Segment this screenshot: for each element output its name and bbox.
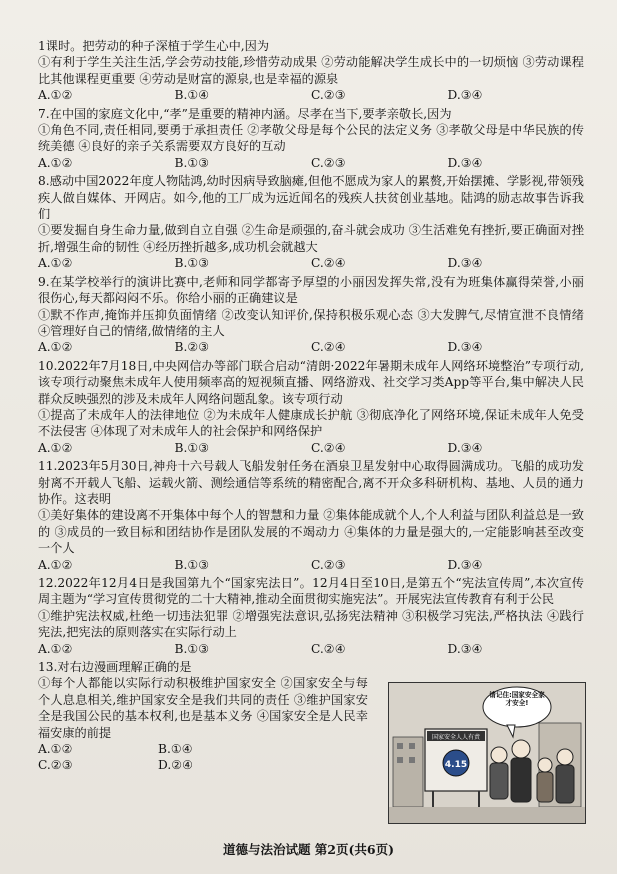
question-13-text — [38, 659, 368, 774]
question-statements: ①维护宪法权威,杜绝一切违法犯罪 ②增强宪法意识,弘扬宪法精神 ③积极学习宪法,严格执法 ④践行宪法,把宪法的原则落实在实际行动上 — [38, 608, 584, 640]
options-row — [38, 339, 584, 355]
question-statements: ①提高了未成年人的法律地位 ②为未成年人健康成长护航 ③彻底净化了网络环境,保证未成年人免受不法侵害 ④体现了对未成年人的社会保护和网络保护 — [38, 407, 584, 439]
question-statements: ①角色不同,责任相同,要勇于承担责任 ②孝敬父母是每个公民的法定义务 ③孝敬父母是中华民族的传统美德 ④良好的亲子关系需要双方良好的互动 — [38, 123, 584, 154]
question-7 — [38, 106, 584, 172]
question-stem: 7.在中国的家庭文化中,“孝”是重要的精神内涵。尽孝在当下,要孝亲敬长,因为 — [38, 106, 452, 121]
question-stem: 10.2022年7月18日,中央网信办等部门联合启动“清朗·2022年暑期未成年人网络环境整治”专项行动,该专项行动聚焦未成年人使用频率高的短视频直播、网络游戏、社交学习类App等平台,集中解决人民群众反映强烈的涉及未成年人网络问题乱象。该专项行动 — [38, 358, 584, 406]
question-statements: ①要发掘自身生命力量,做到自立自强 ②生命是顽强的,奋斗就会成功 ③生活难免有挫折,要正确面对挫折,增强生命的韧性 ④经历挫折越多,成功机会就越大 — [38, 223, 584, 254]
question-11 — [38, 458, 584, 573]
question-stem: 9.在某学校举行的演讲比赛中,老师和同学都寄予厚望的小丽因发挥失常,没有为班集体赢得荣誉,小丽很伤心,每天都闷闷不乐。你给小丽的正确建议是 — [38, 274, 584, 306]
question-stem: 12.2022年12月4日是我国第九个“国家宪法日”。12月4日至10日,是第五个“宪法宣传周”,本次宣传周主题为“学习宣传贯彻党的二十大精神,推动全面贯彻实施宪法”。开展宪法宣传教育有利于公民 — [38, 576, 584, 607]
question-stem: 11.2023年5月30日,神舟十六号载人飞船发射任务在酒泉卫星发射中心取得圆满成功。飞船的成功发射离不开载人飞船、运载火箭、测绘通信等系统的精密配合,离不开众多科研机构、基地、人员的通力协作。这表明 — [38, 459, 584, 506]
option-d: D.③④ — [447, 641, 483, 656]
option-b: B.②③ — [174, 340, 210, 355]
option-d: D.③④ — [447, 440, 483, 455]
option-c: C.②③ — [311, 88, 346, 103]
option-c: C.②③ — [311, 557, 346, 572]
option-b: B.①③ — [174, 440, 210, 455]
page-footer: 道德与法治试题 第2页(共6页) — [222, 842, 395, 857]
option-b: B.①③ — [174, 641, 210, 656]
option-a: A.①② — [38, 440, 73, 455]
question-statements: ①美好集体的建设离不开集体中每个人的智慧和力量 ②集体能成就个人,个人利益与团队利益总是一致的 ③成员的一致目标和团结协作是团队发展的不竭动力 ④集体的力量是强大的,一定能影响甚至改变一个人 — [38, 508, 584, 556]
option-d: D.③④ — [447, 557, 483, 572]
options-row — [38, 155, 584, 171]
option-a: A.①② — [38, 88, 73, 103]
option-c: C.②④ — [311, 340, 346, 355]
options-row — [38, 557, 584, 573]
speech-bubble-text: 请记住:国家安全家才安全! — [489, 691, 545, 707]
option-a: A.①② — [38, 557, 73, 572]
option-a: A.①② — [38, 155, 73, 170]
options-row — [38, 87, 584, 103]
option-b: B.①④ — [174, 88, 210, 103]
option-d: D.③④ — [447, 256, 483, 271]
question-stem: 1课时。把劳动的种子深植于学生心中,因为 — [38, 39, 270, 53]
option-a: A.①② — [38, 340, 73, 355]
option-a: A.①② — [38, 256, 73, 271]
option-d: D.②④ — [158, 758, 194, 773]
question-stem: 8.感动中国2022年度人物陆鸿,幼时因病导致脑瘫,但他不愿成为家人的累赘,开始摆摊、学影视,带领残疾人做自媒体、开网店。如今,他的工厂成为远近闻名的残疾人扶贫创业基地。陆鸿的励志故事告诉我们 — [38, 174, 584, 222]
question-list — [38, 38, 584, 776]
question-8 — [38, 173, 584, 271]
question-12 — [38, 575, 584, 657]
option-a: A.①② — [38, 742, 73, 757]
options-row — [38, 440, 584, 456]
question-stem: 13.对右边漫画理解正确的是 — [38, 660, 192, 675]
option-c: C.②④ — [311, 440, 346, 455]
option-b: B.①③ — [174, 155, 210, 170]
question-9 — [38, 274, 584, 356]
option-b: B.①③ — [174, 557, 210, 572]
option-c: C.②③ — [38, 758, 73, 773]
comic-illustration — [389, 683, 585, 823]
option-a: A.①② — [38, 641, 73, 656]
options-row — [38, 641, 584, 657]
option-d: D.③④ — [447, 88, 483, 103]
option-d: D.③④ — [447, 340, 483, 355]
option-b: B.①④ — [158, 742, 193, 757]
question-statements: ①每个人都能以实际行动积极维护国家安全 ②国家安全与每个人息息相关,维护国家安全是我们共同的责任 ③维护国家安全是我国公民的基本权利,也是基本义务 ④国家安全是人民幸福安康的前提 — [38, 676, 368, 740]
question-10 — [38, 358, 584, 456]
option-c: C.②③ — [311, 155, 346, 170]
question-6 — [38, 38, 584, 104]
option-d: D.③④ — [447, 155, 483, 170]
question-statements: ①有利于学生关注生活,学会劳动技能,珍惜劳动成果 ②劳动能解决学生成长中的一切烦恼 ③劳动课程比其他课程更重要 ④劳动是财富的源泉,也是幸福的源泉 — [38, 55, 584, 86]
options-grid — [38, 741, 298, 774]
options-row — [38, 255, 584, 271]
option-b: B.①③ — [174, 256, 210, 271]
board-number: 4.15 — [444, 760, 468, 770]
board-title: 国家安全人人有责 — [431, 734, 481, 741]
option-c: C.②④ — [311, 641, 346, 656]
option-c: C.②④ — [311, 256, 346, 271]
national-security-comic — [388, 682, 586, 824]
question-statements: ①默不作声,掩饰并压抑负面情绪 ②改变认知评价,保持积极乐观心态 ③大发脾气,尽情宣泄不良情绪 ④管理好自己的情绪,做情绪的主人 — [38, 307, 584, 338]
